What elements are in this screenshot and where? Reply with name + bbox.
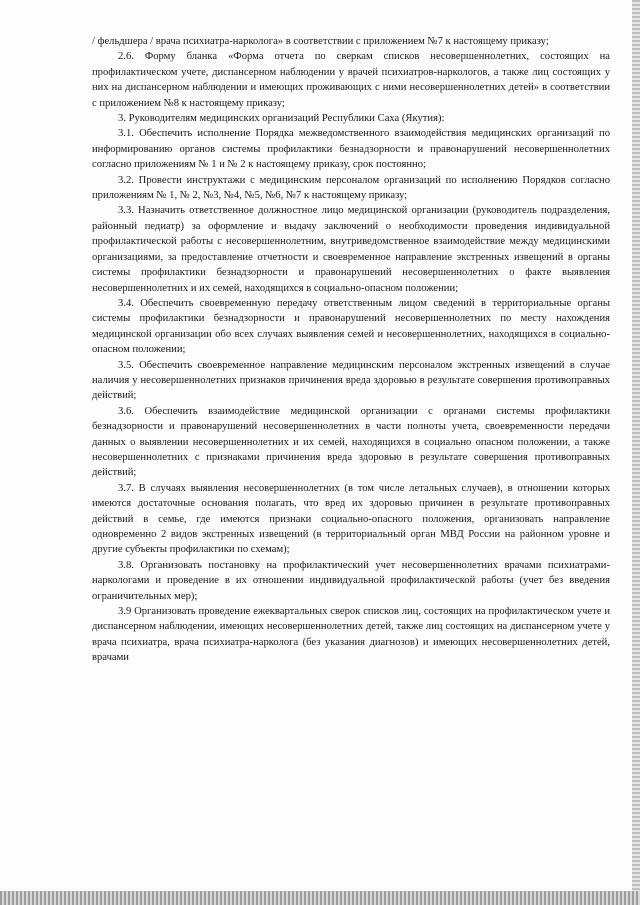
paragraph-3-5: 3.5. Обеспечить своевременное направление медицинским персоналом экстренных извещений в случае наличия у несовершеннолетних признаков причинения вреда здоровью в результате совершения противоправных действий; bbox=[92, 359, 610, 402]
paragraph-3-8: 3.8. Организовать постановку на профилактический учет несовершеннолетних врачами психиатрами-наркологами и проведение в их отношении индивидуальной профилактической работы (учет без введения ограничительных мер); bbox=[92, 559, 610, 602]
paragraph-3-3: 3.3. Назначить ответственное должностное лицо медицинской организации (руководитель подразделения, районный педиатр) за оформление и выдачу заключений о необходимости проведения индивидуальной профилактической работы с несовершеннолетним, внутриведомственное взаимодействие между медицинскими организациями, за предоставление отчетности и своевременное направление экстренных извещений в органы системы профилактики безнадзорности и правонарушений несовершеннолетних о факте выявления несовершеннолетних и их семей, находящихся в социально-опасном положении; bbox=[92, 205, 610, 294]
paragraph-3-4: 3.4. Обеспечить своевременную передачу ответственным лицом сведений в территориальные органы системы профилактики безнадзорности и правонарушений несовершеннолетних по месту нахождения медицинской организации обо всех случаях выявления семей и несовершеннолетних, находящихся в социально-опасном положении; bbox=[92, 297, 610, 356]
paragraph-3-1: 3.1. Обеспечить исполнение Порядка межведомственного взаимодействия медицинских организаций по информированию органов системы профилактики безнадзорности и правонарушений несовершеннолетних согласно приложениям № 1 и № 2 к настоящему приказу, срок постоянно; bbox=[92, 128, 610, 171]
paragraph-3-7: 3.7. В случаях выявления несовершеннолетних (в том числе летальных случаев), в отношении которых имеются достаточные основания полагать, что вред их здоровью причинен в результате противоправных действий в семье, где имеются признаки социально-опасного положения, организовать направление одновременно 2 видов экстренных извещений (в территориальный орган МВД России на районном уровне и другие субъекты профилактики по схемам); bbox=[92, 482, 610, 556]
paragraph-2-6: 2.6. Форму бланка «Форма отчета по сверкам списков несовершеннолетних, состоящих на профилактическом учете, диспансерном наблюдении у врачей психиатров-наркологов, а также лиц состоящих у них на диспансерном наблюдении и имеющих проживающих с ними несовершеннолетних детей» в соответствии с приложением №8 к настоящему приказу; bbox=[92, 51, 610, 109]
paragraph-3-6: 3.6. Обеспечить взаимодействие медицинской организации с органами системы профилактики безнадзорности и правонарушений несовершеннолетних в части полноты учета, своевременности передачи данных о выявлении несовершеннолетних и их семей, находящихся в социально опасном положении, а также несовершеннолетних с признаками причинения вреда здоровью в результате совершения противоправных действий; bbox=[92, 405, 610, 479]
scan-edge-right bbox=[632, 0, 640, 905]
document-body bbox=[92, 34, 610, 666]
paragraph-continuation: / фельдшера / врача психиатра-нарколога» в соответствии с приложением №7 к настоящему приказу; bbox=[92, 36, 549, 47]
scan-edge-bottom bbox=[0, 891, 640, 905]
paragraph-3: 3. Руководителям медицинских организаций Республики Саха (Якутия): bbox=[118, 113, 445, 125]
paragraph-3-2: 3.2. Провести инструктажи с медицинским персоналом организаций по исполнению Порядков согласно приложениям № 1, № 2, №3, №4, №5, №6, №7 к настоящему приказу; bbox=[92, 174, 610, 202]
paragraph-3-9: 3.9 Организовать проведение ежеквартальных сверок списков лиц, состоящих на профилактическом учете и диспансерном наблюдении, имеющих несовершеннолетних детей, также лиц состоящих на диспансерном учете у врача психиатра, врача психиатра-нарколога (без указания диагнозов) и имеющих несовершеннолетних детей, врачами bbox=[92, 606, 610, 664]
